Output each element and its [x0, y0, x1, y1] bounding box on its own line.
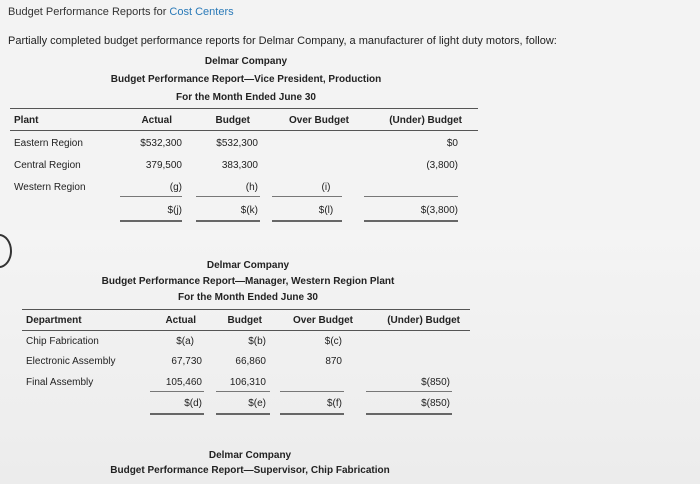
report2-period: For the Month Ended June 30	[177, 292, 319, 303]
table-row-label: Electronic Assembly	[26, 356, 116, 367]
table-cell-actual: 67,730	[171, 356, 202, 367]
report3-company: Delmar Company	[208, 450, 292, 461]
heading-text: Budget Performance Reports for	[8, 6, 167, 18]
report2-total-double-rule	[150, 413, 204, 415]
report2-subtotal-rule	[280, 391, 344, 392]
input-j[interactable]: $(j)	[167, 205, 182, 216]
intro-text: Partially completed budget performance reports for Delmar Company, a manufacturer of light duty motors, follow:	[8, 35, 557, 47]
report1-period: For the Month Ended June 30	[175, 92, 317, 103]
input-e[interactable]: $(e)	[248, 398, 266, 409]
heading-accent-link[interactable]: Cost Centers	[169, 6, 234, 18]
report1-total-double-rule	[364, 220, 458, 222]
report2-title: Budget Performance Report—Manager, Western Region Plant	[101, 276, 395, 287]
input-h[interactable]: (h)	[245, 182, 258, 193]
table-cell-actual: 105,460	[165, 377, 202, 388]
table-cell-actual: 379,500	[145, 160, 182, 171]
table-cell-budget: 66,860	[235, 356, 266, 367]
report2-col-department: Department	[26, 315, 82, 326]
input-a[interactable]: $(a)	[176, 336, 194, 347]
report2-subtotal-rule	[216, 391, 270, 392]
report1-col-actual: Actual	[141, 115, 172, 126]
report1-subtotal-rule	[272, 196, 342, 197]
report1-subtotal-rule	[196, 196, 260, 197]
report1-total-double-rule	[120, 220, 182, 222]
page-heading	[8, 6, 234, 18]
report2-col-budget: Budget	[227, 315, 262, 326]
table-row-label: Central Region	[14, 160, 81, 171]
input-b[interactable]: $(b)	[248, 336, 266, 347]
report2-subtotal-rule	[150, 391, 204, 392]
report1-total-double-rule	[272, 220, 342, 222]
input-g[interactable]: (g)	[169, 182, 182, 193]
report1-col-plant: Plant	[14, 115, 39, 126]
table-row-label: Eastern Region	[14, 138, 83, 149]
report1-header-rule	[10, 130, 478, 131]
table-cell-over: 870	[325, 356, 342, 367]
report1-col-over: Over Budget	[288, 115, 349, 126]
input-c[interactable]: $(c)	[324, 336, 342, 347]
table-cell-under: $0	[446, 138, 458, 149]
report2-header-rule	[22, 330, 470, 331]
table-cell-under-total: $(3,800)	[420, 205, 458, 216]
report2-total-double-rule	[366, 413, 452, 415]
report1-top-rule	[10, 108, 478, 109]
table-row-label: Final Assembly	[26, 377, 94, 388]
report1-col-under: (Under) Budget	[389, 115, 462, 126]
table-cell-under: $(850)	[421, 377, 450, 388]
table-cell-budget: $532,300	[216, 138, 258, 149]
report1-subtotal-rule	[364, 196, 458, 197]
report2-col-actual: Actual	[165, 315, 196, 326]
report2-col-under: (Under) Budget	[387, 315, 460, 326]
table-cell-under-total: $(850)	[421, 398, 450, 409]
report1-title: Budget Performance Report—Vice President, Production	[110, 74, 382, 85]
report2-col-over: Over Budget	[292, 315, 353, 326]
report3-title: Budget Performance Report—Supervisor, Chip Fabrication	[110, 465, 390, 476]
table-cell-under: (3,800)	[426, 160, 458, 171]
report1-company: Delmar Company	[204, 56, 288, 67]
table-row-label: Western Region	[14, 182, 86, 193]
input-k[interactable]: $(k)	[240, 205, 258, 216]
table-row-label: Chip Fabrication	[26, 336, 99, 347]
table-cell-budget: 106,310	[229, 377, 266, 388]
report2-total-double-rule	[280, 413, 344, 415]
input-i[interactable]: (i)	[321, 182, 331, 193]
table-cell-budget: 383,300	[221, 160, 258, 171]
input-d[interactable]: $(d)	[184, 398, 202, 409]
report2-total-double-rule	[216, 413, 270, 415]
report2-subtotal-rule	[366, 391, 452, 392]
report1-total-double-rule	[196, 220, 260, 222]
input-l[interactable]: $(l)	[318, 205, 334, 216]
input-f[interactable]: $(f)	[327, 398, 342, 409]
report1-subtotal-rule	[120, 196, 182, 197]
report1-col-budget: Budget	[215, 115, 250, 126]
report2-company: Delmar Company	[206, 260, 290, 271]
table-cell-actual: $532,300	[140, 138, 182, 149]
report2-top-rule	[22, 309, 470, 310]
